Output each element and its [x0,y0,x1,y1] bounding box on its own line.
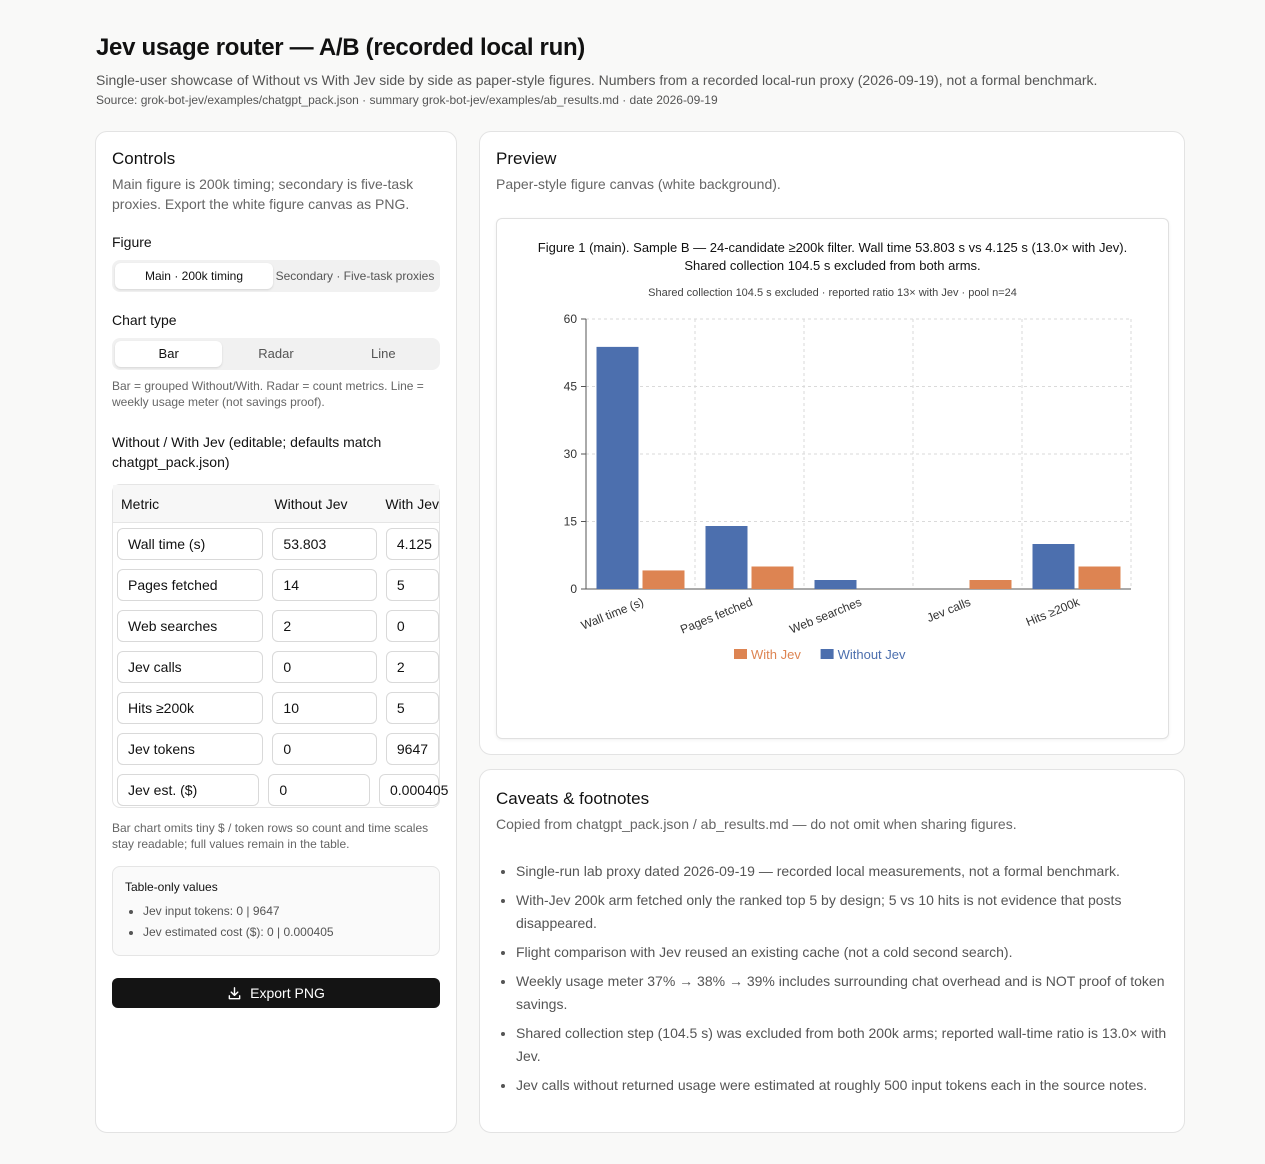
chart-type-radar[interactable]: Radar [258,346,294,361]
caveat-item: • Weekly usage meter 37% → 38% → 39% includes surrounding chat overhead and is NOT proof of token savings. [516,970,1168,1016]
preview-title: Preview [496,149,557,168]
chart-type-selector [112,338,440,370]
table-header [113,485,439,523]
bar-without-jev [597,347,639,589]
chart-type-label: Chart type [112,312,177,328]
y-tick-label: 60 [563,312,577,326]
bar-with-jev [643,570,685,589]
preview-description: Paper-style figure canvas (white background). [496,176,781,192]
bar-with-jev [970,580,1012,589]
caveats-panel [479,769,1185,1133]
metric-input[interactable]: Pages fetched [117,569,263,601]
metric-input[interactable]: Hits ≥200k [117,692,263,724]
metric-input[interactable]: Jev est. ($) [117,774,259,806]
caveats-list [496,860,1168,1097]
metric-input[interactable]: Jev tokens [117,733,263,765]
list-item: • Jev input tokens: 0 | 9647 [143,901,427,922]
legend-swatch [821,649,834,659]
legend-label: With Jev [751,647,801,662]
bar-with-jev [752,567,794,590]
caveats-title: Caveats & footnotes [496,789,650,808]
legend-swatch [734,649,747,659]
chart-type-line[interactable]: Line [371,346,396,361]
bar-chart [497,219,1168,738]
x-tick-label: Web searches [787,594,864,637]
table-row [113,564,439,605]
bar-without-jev [815,580,857,589]
column-header-metric: Metric [121,495,160,512]
metric-input[interactable]: Jev calls [117,651,263,683]
figure-title: Figure 1 (main). Sample B — 24-candidate ≥200k filter. Wall time 53.803 s vs 4.125 s (13.0× with Jev). Shared collection 104.5 s excluded from both arms. [537,240,1128,273]
figure-label: Figure [112,234,152,250]
preview-panel [479,131,1185,755]
figure-option-main[interactable]: Main · 200k timing [115,263,273,289]
with-jev-input[interactable]: 0 [386,610,439,642]
page-title: Jev usage router — A/B (recorded local run) [96,34,586,61]
figure-selector [112,260,440,292]
bar-without-jev [706,526,748,589]
caveat-item: • Flight comparison with Jev reused an existing cache (not a cold second search). [516,941,1168,964]
export-png-button[interactable] [112,978,440,1008]
metric-input[interactable]: Wall time (s) [117,528,263,560]
with-jev-input[interactable]: 4.125 [386,528,439,560]
source-line: Source: grok-bot-jev/examples/chatgpt_pack.json · summary grok-bot-jev/examples/ab_results.md · date 2026-09-19 [96,93,718,107]
y-tick-label: 0 [570,582,577,596]
metrics-table[interactable] [112,484,449,808]
without-jev-input[interactable]: 0 [272,733,376,765]
with-jev-input[interactable]: 2 [386,651,439,683]
figure-canvas [496,218,1169,739]
caveat-item: • Single-run lab proxy dated 2026-09-19 — recorded local measurements, not a formal benchmark. [516,860,1168,883]
caveat-item: • Shared collection step (104.5 s) was excluded from both 200k arms; reported wall-time ratio is 13.0× with Jev. [516,1022,1168,1068]
chart-type-bar[interactable]: Bar [115,341,222,367]
table-label: Without / With Jev (editable; defaults match chatgpt_pack.json) [112,434,382,470]
x-tick-label: Pages fetched [678,594,755,637]
caveats-description: Copied from chatgpt_pack.json / ab_results.md — do not omit when sharing figures. [496,816,1017,832]
without-jev-input[interactable]: 2 [272,610,376,642]
page-header [96,32,1196,108]
without-jev-input[interactable]: 10 [272,692,376,724]
bar-chart-note: Bar chart omits tiny $ / token rows so count and time scales stay readable; full values remain in the table. [112,821,429,851]
figure-subtitle: Shared collection 104.5 s excluded · reported ratio 13× with Jev · pool n=24 [648,287,1017,299]
caveat-item: • With-Jev 200k arm fetched only the ranked top 5 by design; 5 vs 10 hits is not evidence that posts disappeared. [516,889,1168,935]
column-header-without: Without Jev [274,495,348,512]
without-jev-input[interactable]: 0 [268,774,370,806]
x-tick-label: Jev calls [924,594,973,626]
with-jev-input[interactable]: 0.000405 [379,774,439,806]
controls-description: Main figure is 200k timing; secondary is five-task proxies. Export the white figure canvas as PNG. [112,176,414,212]
table-row [113,769,449,810]
column-header-with: With Jev [385,495,439,512]
export-label: Export PNG [250,985,325,1001]
table-row [113,605,439,646]
list-item: • Jev estimated cost ($): 0 | 0.000405 [143,922,427,943]
controls-title: Controls [112,149,176,168]
y-tick-label: 15 [563,514,577,529]
metric-input[interactable]: Web searches [117,610,263,642]
without-jev-input[interactable]: 53.803 [272,528,376,560]
legend-label: Without Jev [837,647,906,662]
x-tick-label: Wall time (s) [578,594,646,633]
caveat-item: • Jev calls without returned usage were estimated at roughly 500 input tokens each in the source notes. [516,1074,1168,1097]
table-row [113,523,439,564]
table-only-title: Table-only values [125,880,218,894]
y-tick-label: 45 [563,379,577,394]
table-row [113,646,439,687]
with-jev-input[interactable]: 5 [386,692,439,724]
controls-panel [95,131,457,1133]
with-jev-input[interactable]: 5 [386,569,439,601]
chart-type-note: Bar = grouped Without/With. Radar = count metrics. Line = weekly usage meter (not savings proof). [112,379,424,409]
download-icon [227,986,242,1001]
without-jev-input[interactable]: 0 [272,651,376,683]
y-tick-label: 30 [563,447,577,461]
table-row [113,687,439,728]
page-subtitle: Single-user showcase of Without vs With Jev side by side as paper-style figures. Numbers from a recorded local-run proxy (2026-09-19), not a formal benchmark. [96,72,1098,88]
x-tick-label: Hits ≥200k [1023,594,1082,629]
with-jev-input[interactable]: 9647 [386,733,439,765]
table-only-values [112,866,440,956]
bar-with-jev [1079,567,1121,590]
table-row [113,728,439,769]
figure-option-secondary[interactable]: Secondary · Five-task proxies [275,269,435,283]
bar-without-jev [1033,544,1075,589]
without-jev-input[interactable]: 14 [272,569,376,601]
